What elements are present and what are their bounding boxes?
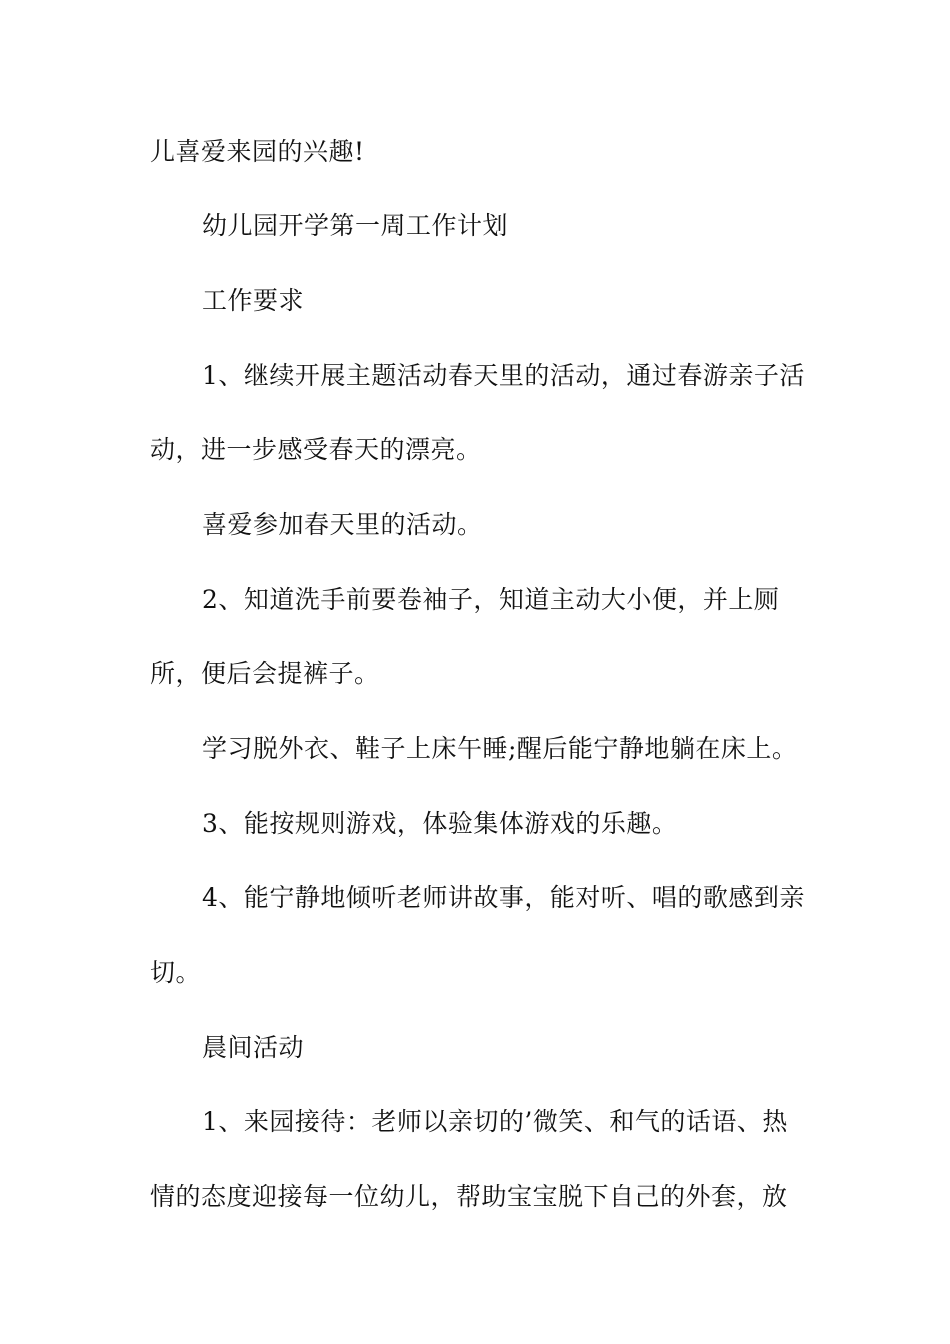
text-line-continuation: 儿喜爱来园的兴趣!: [150, 137, 365, 166]
paragraph-line: 2、知道洗手前要卷袖子，知道主动大小便，并上厕: [202, 585, 780, 614]
paragraph-line: 所，便后会提裤子。: [150, 659, 380, 688]
section-title: 幼儿园开学第一周工作计划: [202, 211, 509, 240]
paragraph-line: 4、能宁静地倾听老师讲故事，能对听、唱的歌感到亲: [202, 883, 805, 912]
heading-requirements: 工作要求: [202, 286, 305, 315]
paragraph-line: 动，进一步感受春天的漂亮。: [150, 435, 482, 464]
paragraph-line: 切。: [150, 958, 202, 987]
paragraph-line: 情的态度迎接每一位幼儿，帮助宝宝脱下自己的外套，放: [150, 1182, 788, 1211]
paragraph-line: 3、能按规则游戏，体验集体游戏的乐趣。: [202, 809, 678, 838]
paragraph-line: 1、来园接待：老师以亲切的’微笑、和气的话语、热: [202, 1107, 788, 1136]
paragraph-line: 1、继续开展主题活动春天里的活动，通过春游亲子活: [202, 361, 805, 390]
paragraph-line: 喜爱参加春天里的活动。: [202, 510, 483, 539]
paragraph-line: 学习脱外衣、鞋子上床午睡;醒后能宁静地躺在床上。: [202, 734, 798, 763]
heading-morning-activities: 晨间活动: [202, 1033, 305, 1062]
